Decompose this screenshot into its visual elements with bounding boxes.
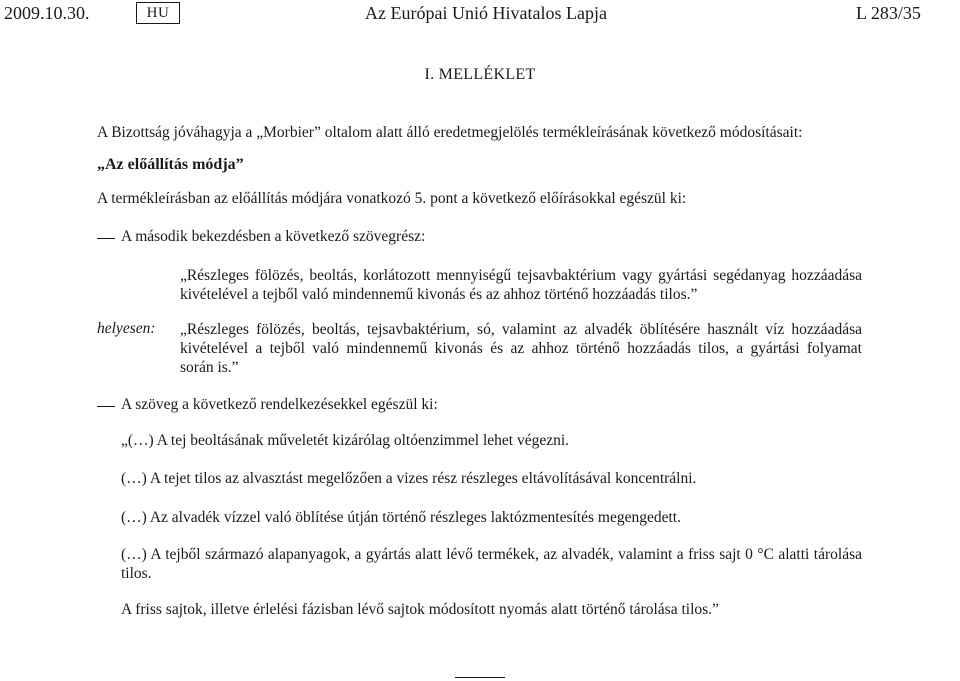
- provision-5: A friss sajtok, illetve érlelési fázisban lévő sajtok módosított nyomás alatt történő tárolása tilos.”: [121, 601, 719, 618]
- quoted-text-corrected: [180, 320, 862, 377]
- dash-bullet: [97, 406, 115, 407]
- provision-4: [121, 545, 862, 583]
- quote-line: kivételével a tejből való mindennemű kivonás és az ahhoz történő hozzáadás tilos.”: [180, 286, 698, 303]
- quote-line: „Részleges fölözés, beoltás, korlátozott mennyiségű tejsavbaktérium vagy gyártási segédanyag hozzáadása: [180, 267, 862, 284]
- quote-line: „Részleges fölözés, beoltás, tejsavbaktérium, só, valamint az alvadék öblítésére használt víz hozzáadása: [180, 321, 862, 338]
- section-heading: „Az előállítás módja”: [97, 156, 244, 173]
- quote-line: során is.”: [180, 359, 239, 376]
- correction-label: helyesen:: [97, 320, 156, 337]
- provision-3: (…) Az alvadék vízzel való öblítése útján történő részleges laktózmentesítés megengedett.: [121, 509, 681, 526]
- item-2-text: A szöveg a következő rendelkezésekkel egészül ki:: [121, 396, 438, 413]
- quoted-text-original: [180, 266, 862, 304]
- journal-title: Az Európai Unió Hivatalos Lapja: [365, 3, 607, 23]
- footer-rule: [455, 677, 505, 678]
- quote-line: kivételével a tejből való mindennemű kivonás és az ahhoz történő hozzáadás tilos, a gyártási folyamat: [180, 340, 862, 357]
- intro-paragraph: A Bizottság jóváhagyja a „Morbier” oltalom alatt álló eredetmegjelölés termékleírásának következő módosításait:: [97, 124, 803, 141]
- annex-title: I. MELLÉKLET: [424, 66, 536, 83]
- provision-2: (…) A tejet tilos az alvasztást megelőzően a vizes rész részleges eltávolításával koncentrálni.: [121, 470, 697, 487]
- provision-line: (…) A tejből származó alapanyagok, a gyártás alatt lévő termékek, az alvadék, valamint a friss sajt 0 °C alatti tárolása: [121, 546, 862, 563]
- section-intro: A termékleírásban az előállítás módjára vonatkozó 5. pont a következő előírásokkal egészül ki:: [97, 190, 687, 207]
- item-1-text: A második bekezdésben a következő szövegrész:: [121, 228, 426, 245]
- dash-bullet: [97, 238, 115, 239]
- publication-date: 2009.10.30.: [4, 3, 90, 23]
- page-reference: L 283/35: [856, 3, 921, 23]
- language-badge: HU: [136, 2, 180, 24]
- provision-line: tilos.: [121, 565, 152, 582]
- provision-1: „(…) A tej beoltásának műveletét kizárólag oltóenzimmel lehet végezni.: [121, 432, 570, 449]
